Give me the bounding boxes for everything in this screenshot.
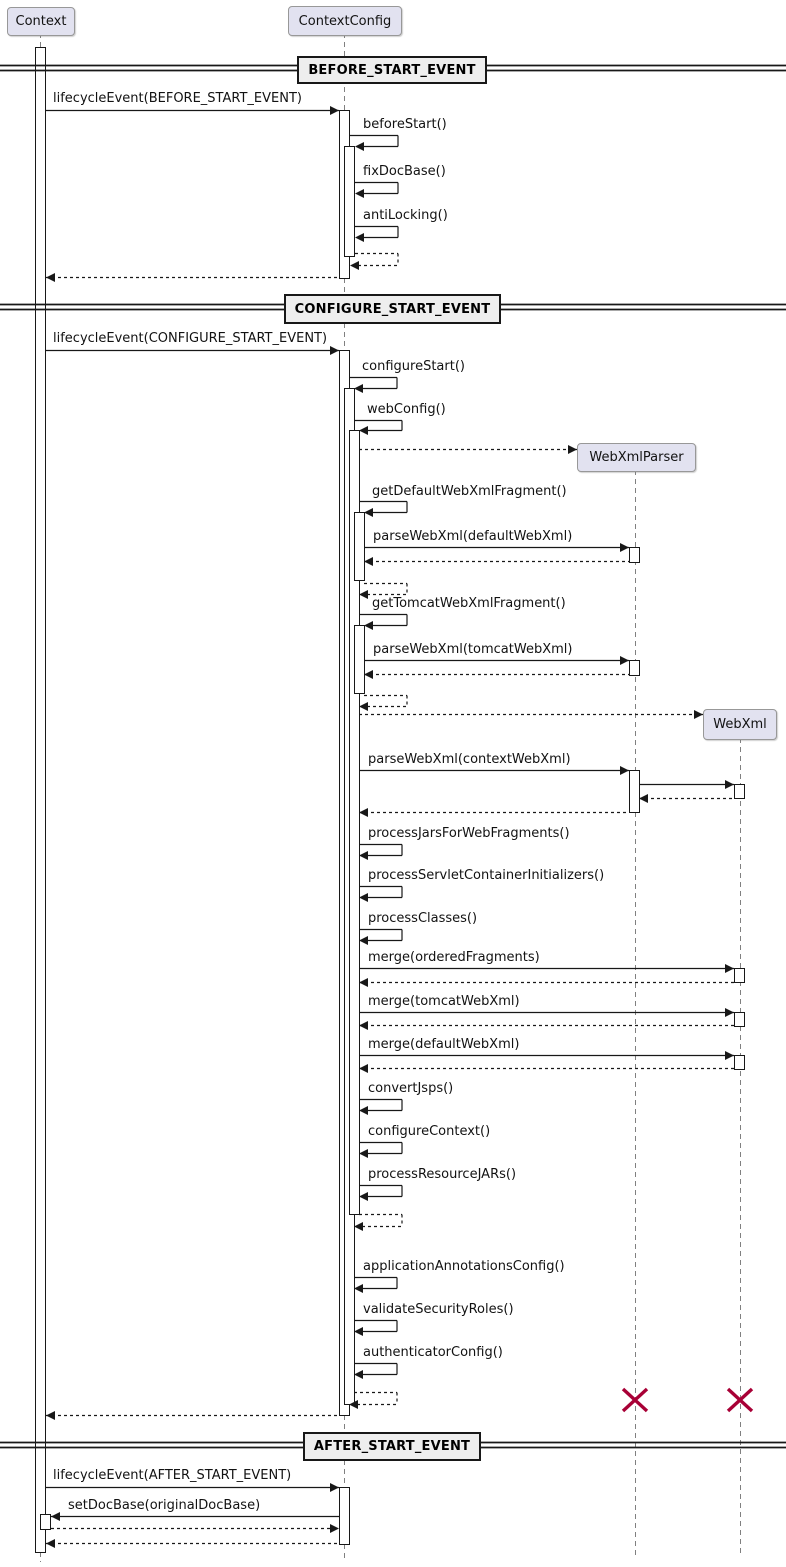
message-label-parsewebxml-tomcatwebxml: parseWebXml(tomcatWebXml) bbox=[373, 642, 573, 657]
self-call-arrow-head bbox=[354, 384, 363, 393]
contextconfig-activation bbox=[345, 147, 355, 257]
return-arrow-head bbox=[359, 1064, 368, 1073]
webxmlparser-activation bbox=[630, 771, 640, 813]
contextconfig-activation bbox=[355, 626, 365, 694]
message-label-merge-tomcatwebxml: merge(tomcatWebXml) bbox=[368, 994, 520, 1009]
message-label-processservletcontainerinitializers: processServletContainerInitializers() bbox=[368, 868, 605, 883]
message-label-getdefaultwebxmlfragment: getDefaultWebXmlFragment() bbox=[372, 484, 567, 499]
message-arrow-head bbox=[725, 964, 734, 973]
return-arrow-head bbox=[359, 808, 368, 817]
webxmlparser-activation bbox=[630, 661, 640, 676]
message-label-validatesecurityroles: validateSecurityRoles() bbox=[363, 1302, 514, 1317]
webxml-activation bbox=[735, 1056, 745, 1070]
self-call-arrow-head bbox=[364, 621, 373, 630]
message-label-parsewebxml-contextwebxml: parseWebXml(contextWebXml) bbox=[368, 752, 571, 767]
participant-webxml: WebXml bbox=[703, 709, 777, 740]
participant-contextconfig: ContextConfig bbox=[288, 6, 402, 36]
message-arrow-head bbox=[330, 1483, 339, 1492]
self-call-arrow-head bbox=[354, 1327, 363, 1336]
return-arrow-head bbox=[694, 710, 703, 719]
self-call-arrow-head bbox=[355, 189, 364, 198]
message-label-merge-orderedfragments: merge(orderedFragments) bbox=[368, 950, 540, 965]
webxmlparser-activation bbox=[630, 548, 640, 563]
message-arrow-head bbox=[725, 1051, 734, 1060]
context-activation bbox=[41, 1515, 51, 1530]
contextconfig-activation bbox=[340, 1488, 350, 1545]
return-arrow-head bbox=[359, 978, 368, 987]
return-arrow-head bbox=[46, 1411, 55, 1420]
self-call-arrow-head bbox=[359, 426, 368, 435]
return-arrow-head bbox=[330, 1524, 339, 1533]
message-label-setdocbase-originaldocbase: setDocBase(originalDocBase) bbox=[68, 1498, 261, 1513]
message-label-processclasses: processClasses() bbox=[368, 911, 478, 926]
self-return-arrow-head bbox=[350, 261, 359, 270]
webxml-activation bbox=[735, 785, 745, 799]
participant-webxmlparser: WebXmlParser bbox=[577, 443, 696, 472]
message-label-webconfig: webConfig() bbox=[367, 402, 446, 417]
divider-before-start-event: BEFORE_START_EVENT bbox=[297, 56, 487, 84]
self-call-arrow-head bbox=[354, 1284, 363, 1293]
message-label-lifecycleevent-configure-start-event: lifecycleEvent(CONFIGURE_START_EVENT) bbox=[53, 331, 328, 346]
message-arrow-head bbox=[725, 1008, 734, 1017]
message-label-beforestart: beforeStart() bbox=[363, 117, 447, 132]
self-call-arrow-head bbox=[359, 936, 368, 945]
message-label-lifecycleevent-after-start-event: lifecycleEvent(AFTER_START_EVENT) bbox=[53, 1468, 292, 1483]
self-call-arrow-head bbox=[359, 1149, 368, 1158]
return-arrow-head bbox=[46, 1539, 55, 1548]
divider-configure-start-event: CONFIGURE_START_EVENT bbox=[284, 294, 501, 324]
return-arrow-head bbox=[568, 445, 577, 454]
self-call-arrow-head bbox=[359, 893, 368, 902]
message-label-merge-defaultwebxml: merge(defaultWebXml) bbox=[368, 1037, 520, 1052]
return-arrow-head bbox=[364, 670, 373, 679]
self-call-arrow-head bbox=[359, 851, 368, 860]
return-arrow-head bbox=[359, 1021, 368, 1030]
message-label-parsewebxml-defaultwebxml: parseWebXml(defaultWebXml) bbox=[373, 529, 573, 544]
self-call-arrow-head bbox=[354, 1370, 363, 1379]
message-arrow-head bbox=[620, 656, 629, 665]
message-label-applicationannotationsconfig: applicationAnnotationsConfig() bbox=[363, 1259, 565, 1274]
self-return-arrow-head bbox=[359, 590, 368, 599]
return-arrow-head bbox=[46, 273, 55, 282]
message-label-antilocking: antiLocking() bbox=[363, 208, 448, 223]
return-arrow-head bbox=[364, 557, 373, 566]
return-arrow-head bbox=[639, 794, 648, 803]
message-arrow-head bbox=[330, 106, 339, 115]
message-arrow-head bbox=[51, 1512, 60, 1521]
message-label-authenticatorconfig: authenticatorConfig() bbox=[363, 1345, 503, 1360]
participant-context: Context bbox=[7, 7, 75, 36]
self-call-arrow-head bbox=[359, 1106, 368, 1115]
divider-after-start-event: AFTER_START_EVENT bbox=[303, 1432, 481, 1461]
message-arrow-head bbox=[620, 543, 629, 552]
self-call-arrow-head bbox=[355, 233, 364, 242]
message-label-gettomcatwebxmlfragment: getTomcatWebXmlFragment() bbox=[372, 596, 566, 611]
message-label-lifecycleevent-before-start-event: lifecycleEvent(BEFORE_START_EVENT) bbox=[53, 91, 302, 106]
self-call-arrow-head bbox=[364, 508, 373, 517]
message-label-processjarsforwebfragments: processJarsForWebFragments() bbox=[368, 826, 570, 841]
message-label-convertjsps: convertJsps() bbox=[368, 1081, 454, 1096]
message-arrow-head bbox=[725, 780, 734, 789]
self-return-arrow-head bbox=[354, 1222, 363, 1231]
self-call-arrow-head bbox=[355, 142, 364, 151]
webxml-activation bbox=[735, 969, 745, 983]
self-call-arrow-head bbox=[359, 1192, 368, 1201]
message-arrow-head bbox=[620, 766, 629, 775]
contextconfig-activation bbox=[355, 513, 365, 581]
message-arrow-head bbox=[330, 346, 339, 355]
message-label-fixdocbase: fixDocBase() bbox=[363, 164, 446, 179]
webxml-activation bbox=[735, 1013, 745, 1027]
context-activation bbox=[36, 48, 46, 1553]
message-label-configurecontext: configureContext() bbox=[368, 1124, 491, 1139]
self-return-arrow-head bbox=[359, 702, 368, 711]
message-label-processresourcejars: processResourceJARs() bbox=[368, 1167, 517, 1182]
message-label-configurestart: configureStart() bbox=[362, 359, 465, 374]
